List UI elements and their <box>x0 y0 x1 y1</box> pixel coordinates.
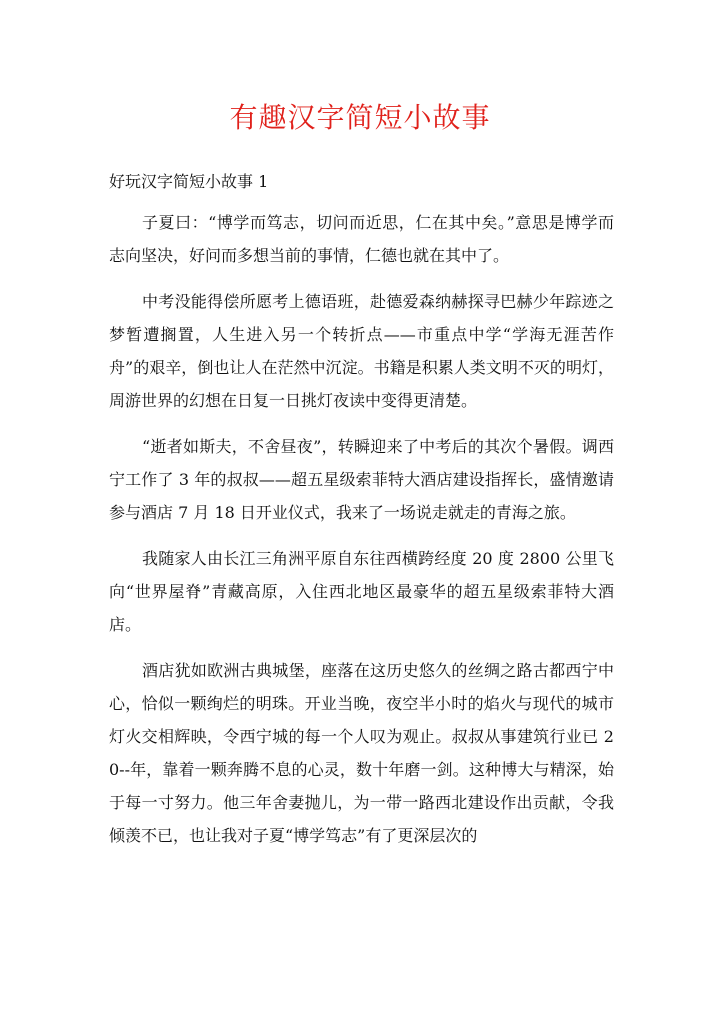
paragraph-1: 子夏曰：“博学而笃志，切问而近思，仁在其中矣。”意思是博学而志向坚决，好问而多想当前的事情，仁德也就在其中了。 <box>109 213 614 265</box>
document-body <box>109 206 614 865</box>
section-heading: 好玩汉字简短小故事 1 <box>109 172 269 191</box>
paragraph-4: 我随家人由长江三角洲平原自东往西横跨经度 20 度 2800 公里飞向“世界屋脊”青藏高原，入住西北地区最豪华的超五星级索菲特大酒店。 <box>109 549 614 634</box>
paragraph-3: “逝者如斯夫，不舍昼夜”，转瞬迎来了中考后的其次个暑假。调西宁工作了 3 年的叔叔——超五星级索菲特大酒店建设指挥长，盛情邀请参与酒店 7 月 18 日开业仪式，我来了一场说走就走的青海之旅。 <box>109 437 614 522</box>
paragraph-2: 中考没能得偿所愿考上德语班，赴德爱森纳赫探寻巴赫少年踪迹之梦暂遭搁置，人生进入另一个转折点——市重点中学“学海无涯苦作舟”的艰辛，倒也让人在茫然中沉淀。书籍是积累人类文明不灭的明灯，周游世界的幻想在日复一日挑灯夜读中变得更清楚。 <box>109 292 614 410</box>
document-title: 有趣汉字简短小故事 <box>229 101 491 134</box>
paragraph-5: 酒店犹如欧洲古典城堡，座落在这历史悠久的丝绸之路古都西宁中心，恰似一颗绚烂的明珠。开业当晚，夜空半小时的焰火与现代的城市灯火交相辉映，令西宁城的每一个人叹为观止。叔叔从事建筑行业已 20--年，靠着一颗奔腾不息的心灵，数十年磨一剑。这种博大与精深，始于每一寸努力。他三年舍妻抛儿，为一带一路西北建设作出贡献，令我倾羡不已，也让我对子夏“博学笃志”有了更深层次的 <box>109 661 614 845</box>
